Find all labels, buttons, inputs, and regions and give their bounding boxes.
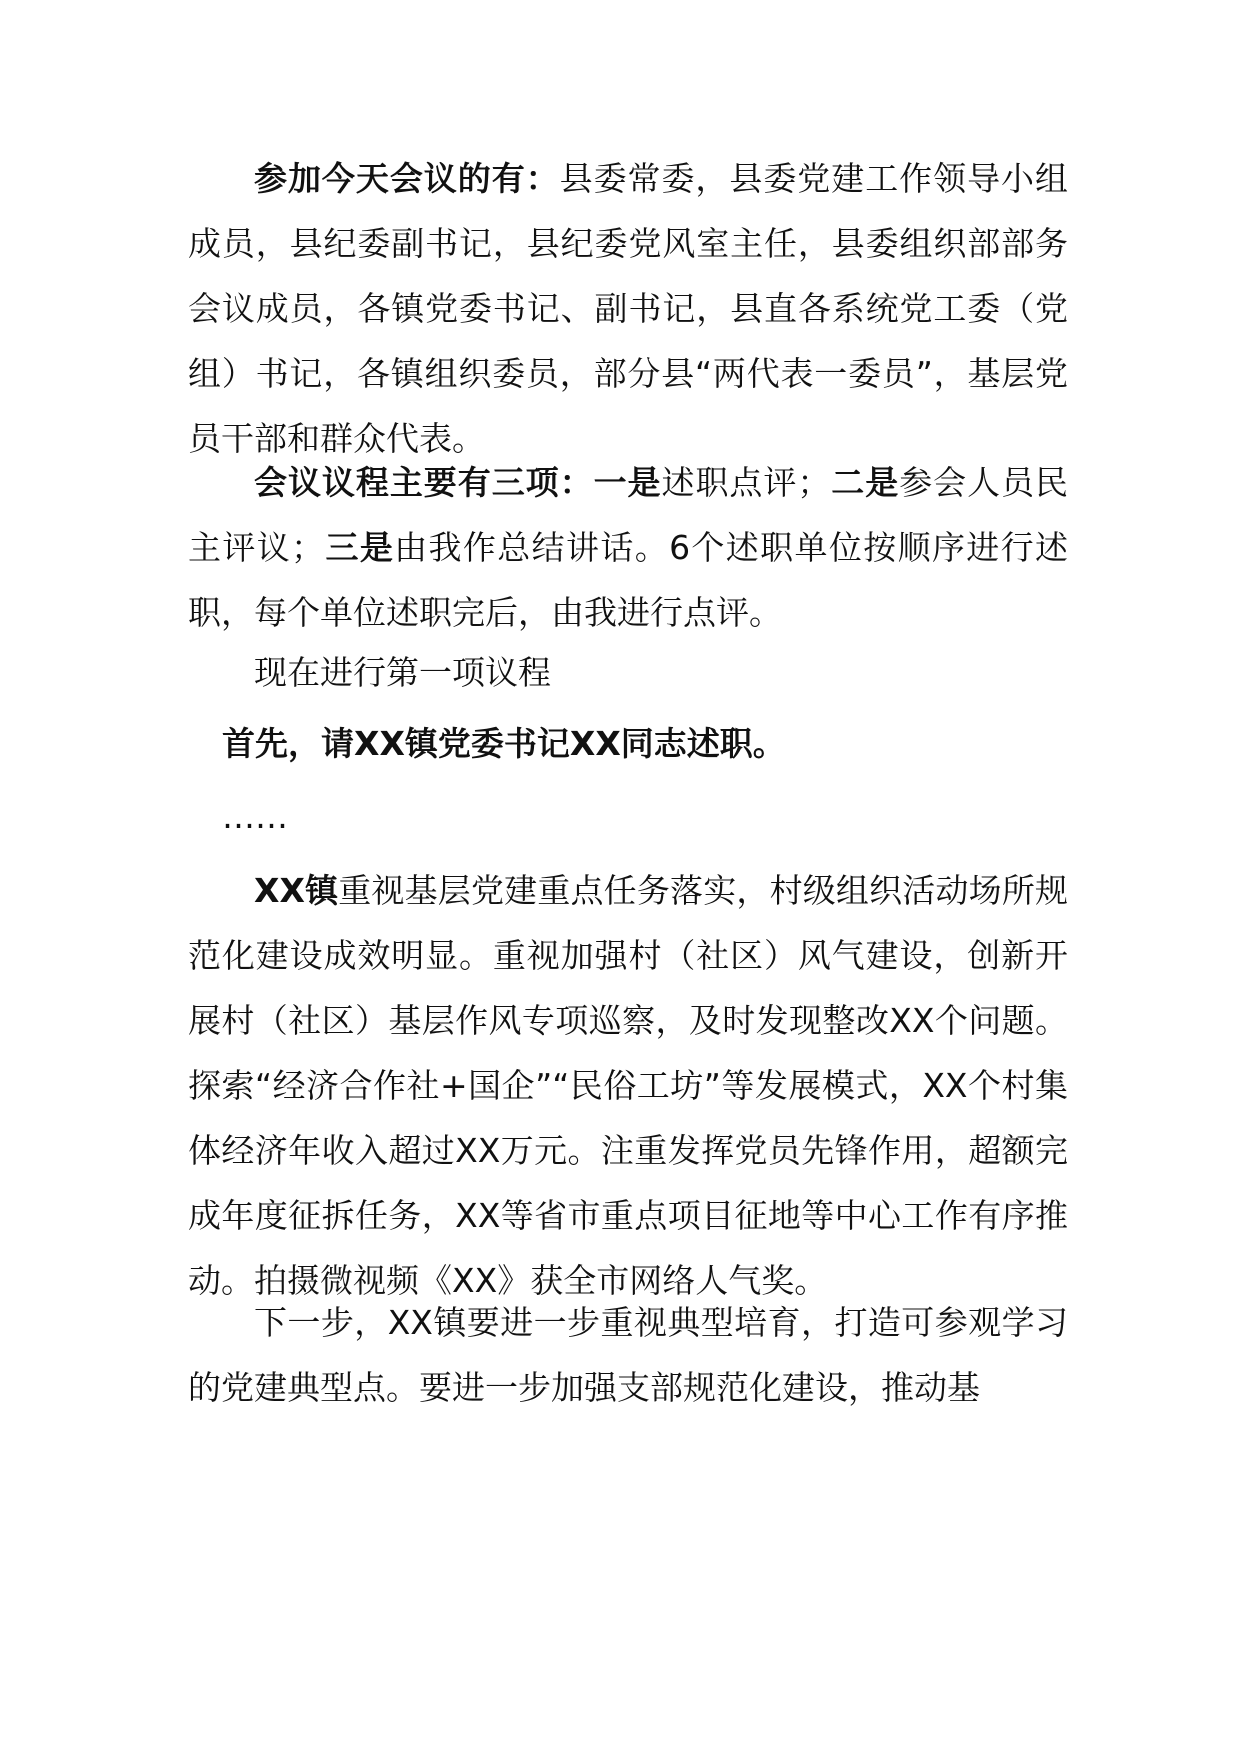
agenda-item2-lead: 二是: [830, 463, 900, 502]
next-step-paragraph: 下一步，XX镇要进一步重视典型培育，打造可参观学习的党建典型点。要进一步加强支部规范化建设，推动基: [188, 1303, 1068, 1407]
review-text: 重视基层党建重点任务落实，村级组织活动场所规范化建设成效明显。重视加强村（社区）风气建设，创新开展村（社区）基层作风专项巡察，及时发现整改XX个问题。探索“经济合作社+国企”“民俗工坊”等发展模式，XX个村集体经济年收入超过XX万元。注重发挥党员先锋作用，超额完成年度征拆任务，XX等省市重点项目征地等中心工作有序推动。拍摄微视频《XX》获全市网络人气奖。: [188, 871, 1069, 1300]
agenda-item1-text: 述职点评；: [661, 463, 831, 502]
agenda-item2-text: 参会人员民主评议；: [188, 463, 1069, 567]
agenda-item3-lead: 三是: [324, 528, 395, 567]
attendees-paragraph: [188, 146, 1068, 471]
first-item-line: 现在进行第一项议程: [254, 653, 551, 692]
attendees-lead: 参加今天会议的有：: [254, 159, 560, 198]
agenda-lead: 会议议程主要有三项：: [254, 463, 594, 502]
review-paragraph: [188, 858, 1068, 1313]
agenda-item3-text: 由我作总结讲话。6个述职单位按顺序进行述职，每个单位述职完后，由我进行点评。: [188, 528, 1069, 632]
review-lead: XX镇: [254, 871, 339, 910]
agenda-paragraph: [188, 450, 1068, 645]
agenda-item1-lead: 一是: [593, 463, 662, 502]
first-speaker-line: 首先，请XX镇党委书记XX同志述职。: [222, 724, 786, 763]
ellipsis-line: ……: [222, 797, 288, 836]
attendees-text: 县委常委，县委党建工作领导小组成员，县纪委副书记，县纪委党风室主任，县委组织部部务会议成员，各镇党委书记、副书记，县直各系统党工委（党组）书记，各镇组织委员，部分县“两代表一委员”，基层党员干部和群众代表。: [188, 159, 1069, 458]
